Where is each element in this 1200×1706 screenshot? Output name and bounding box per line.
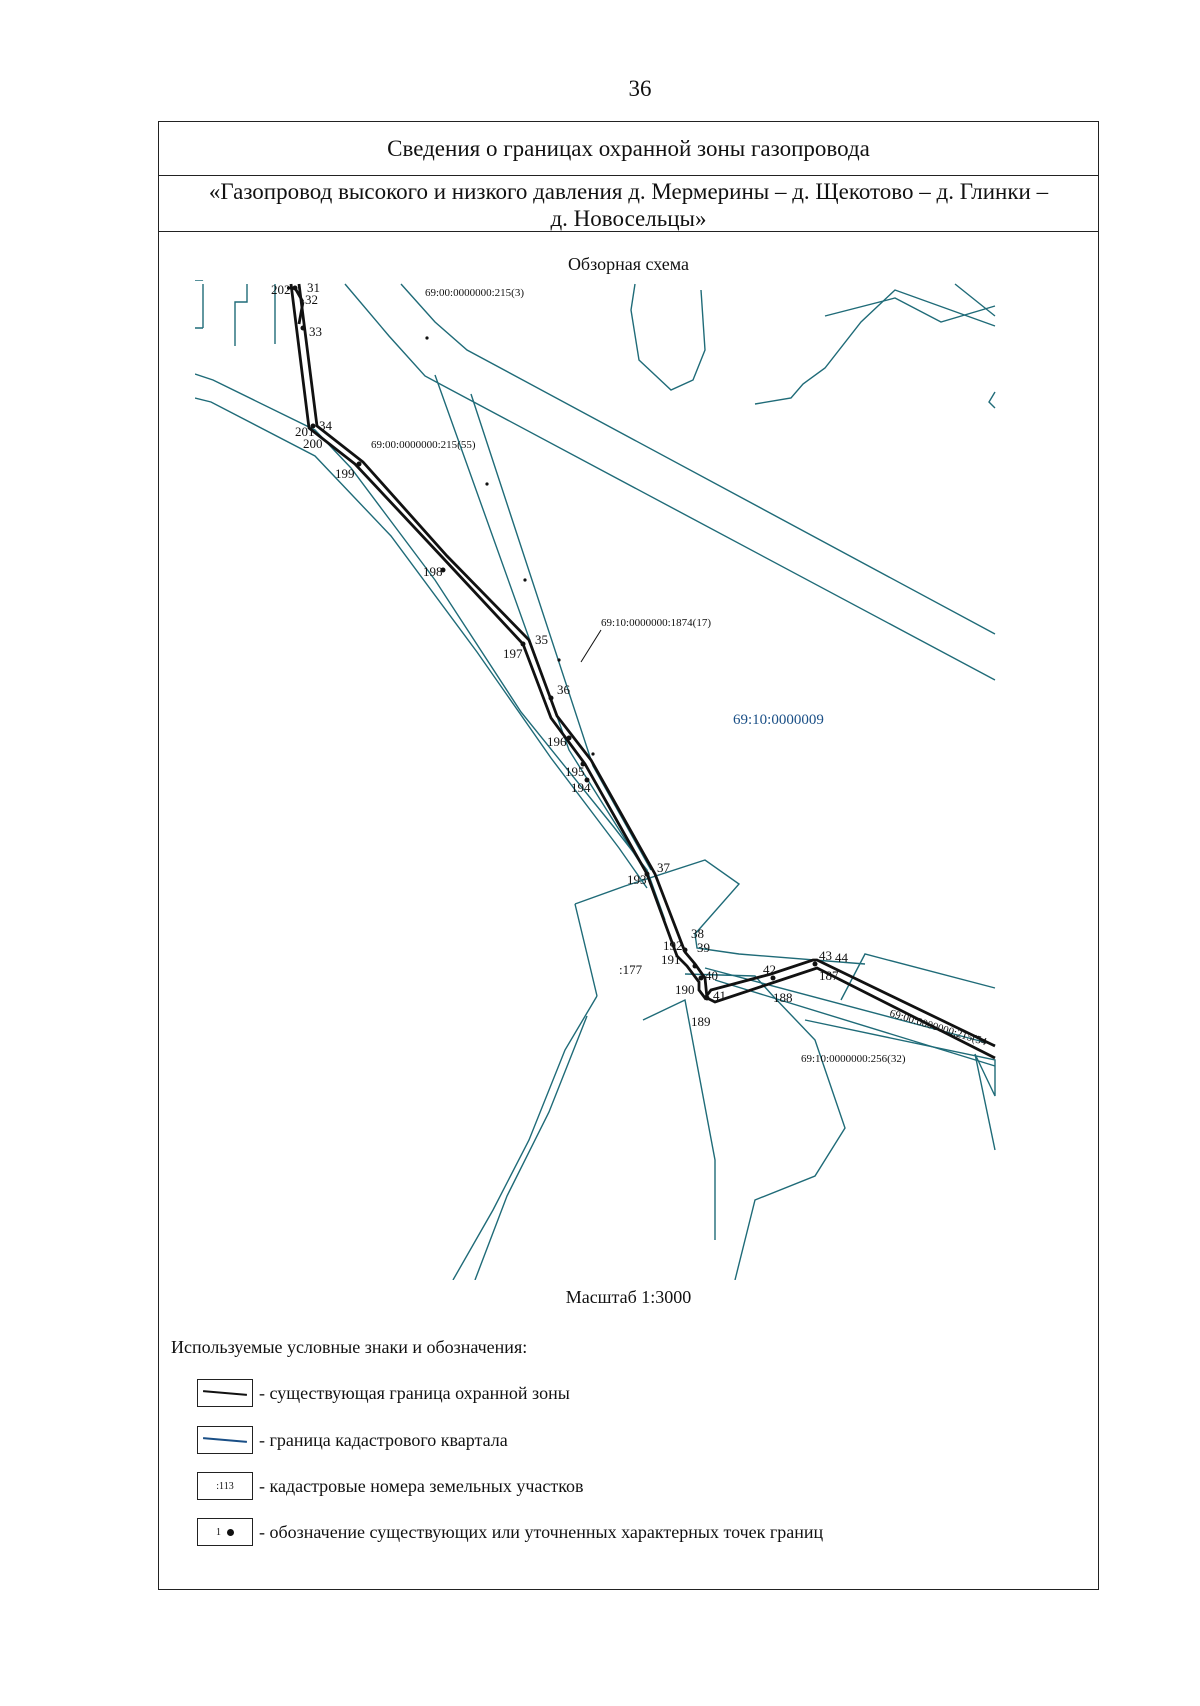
legend-sample: :113	[216, 1480, 234, 1492]
legend-title: Используемые условные знаки и обозначения:	[171, 1337, 528, 1357]
point-label: 189	[691, 1014, 711, 1029]
legend-item-parcel-numbers	[197, 1472, 584, 1500]
legend-symbol-black-line	[197, 1379, 253, 1407]
point-label: 35	[535, 632, 548, 647]
point-marker	[567, 736, 572, 741]
point-label: 202	[271, 282, 291, 297]
point-dot-icon	[227, 1529, 234, 1536]
point-label: 44	[835, 950, 848, 965]
parcel-line	[955, 284, 995, 408]
parcel-label: 69:10:0000000:256(32)	[801, 1053, 906, 1065]
legend-sample: 1	[216, 1526, 221, 1538]
point-label: 192	[663, 938, 683, 953]
point-labels	[271, 280, 849, 1029]
point-label: 34	[319, 418, 332, 433]
object-name-line-2: д. Новосельцы»	[550, 206, 707, 231]
page-number: 36	[628, 76, 652, 101]
document-title: Сведения о границах охранной зоны газопровода	[159, 122, 1098, 176]
point-label: 200	[303, 436, 323, 451]
legend-item-quarter-boundary	[197, 1426, 508, 1454]
point-label: 197	[503, 646, 523, 661]
point-marker	[813, 962, 818, 967]
zone-boundary-line	[291, 284, 995, 1049]
point-marker	[357, 462, 362, 467]
point-label: 201	[295, 424, 315, 439]
point-label: 193	[627, 872, 647, 887]
legend-symbol-parcel-number	[197, 1472, 253, 1500]
point-label: 195	[565, 764, 585, 779]
point-marker	[293, 286, 298, 291]
parcel-line	[195, 284, 275, 346]
point-label: 187	[819, 968, 839, 983]
document-frame	[158, 121, 1099, 1590]
boundary-points	[293, 286, 818, 1001]
object-name-line-1: «Газопровод высокого и низкого давления д. Мермерины – д. Щекотово – д. Глинки –	[208, 179, 1049, 204]
point-label: 38	[691, 926, 704, 941]
point-label: 36	[557, 682, 570, 697]
point-label: 39	[697, 940, 710, 955]
point-marker	[699, 976, 704, 981]
parcel-line	[195, 374, 665, 920]
point-marker	[557, 658, 560, 661]
legend-symbol-blue-line	[197, 1426, 253, 1454]
parcel-label: 69:00:0000000:215(3)	[425, 287, 524, 299]
object-name	[159, 175, 1098, 232]
legend-text: - граница кадастрового квартала	[259, 1429, 508, 1450]
parcel-line	[755, 290, 995, 404]
point-label: 33	[309, 324, 322, 339]
legend-text: - кадастровые номера земельных участков	[259, 1475, 584, 1496]
point-marker	[523, 578, 526, 581]
protection-zone-boundary	[287, 284, 995, 1058]
parcel-line	[195, 398, 647, 888]
point-marker	[705, 996, 710, 1001]
parcel-label: 69:10:0000000:1874(17)	[601, 617, 711, 629]
parcel-line	[471, 394, 651, 870]
scheme-title: Обзорная схема	[567, 254, 690, 274]
point-marker	[485, 482, 488, 485]
point-label: 188	[773, 990, 793, 1005]
parcel-label: 69:00:0000000:215(54	[888, 1007, 989, 1049]
parcel-line	[643, 1000, 715, 1240]
legend-text: - обозначение существующих или уточненных характерных точек границ	[259, 1521, 824, 1542]
parcel-line	[453, 996, 597, 1280]
legend-item-points	[197, 1518, 823, 1546]
point-marker	[549, 696, 554, 701]
point-label: 40	[705, 968, 718, 983]
zone-boundary-line	[299, 284, 995, 1058]
point-label: 199	[335, 466, 355, 481]
parcel-line	[401, 284, 995, 634]
parcel-line	[631, 284, 705, 390]
point-marker	[591, 752, 594, 755]
point-label: 41	[713, 988, 726, 1003]
point-marker	[301, 326, 306, 331]
parcel-line	[475, 1016, 587, 1280]
parcel-label-leader	[581, 630, 601, 662]
parcel-line	[825, 298, 995, 322]
point-label: 31	[307, 280, 320, 295]
point-marker	[425, 336, 428, 339]
quarter-label: 69:10:0000009	[733, 712, 824, 728]
point-marker	[693, 964, 698, 969]
parcel-label: :177	[619, 962, 643, 977]
map-scale: Масштаб 1:3000	[565, 1287, 692, 1307]
point-label: 196	[547, 734, 567, 749]
point-label: 32	[305, 292, 318, 307]
legend-text: - существующая граница охранной зоны	[259, 1382, 570, 1403]
overview-map	[195, 280, 1065, 1280]
legend-item-zone-boundary	[197, 1379, 570, 1407]
point-label: 37	[657, 860, 670, 875]
point-label: 198	[423, 564, 443, 579]
parcel-label: 69:00:0000000:215(55)	[371, 439, 476, 451]
point-label: 43	[819, 948, 832, 963]
legend-symbol-point	[197, 1518, 253, 1546]
parcel-line	[575, 904, 597, 996]
point-label: 42	[763, 962, 776, 977]
point-label: 191	[661, 952, 681, 967]
point-label: 190	[675, 982, 695, 997]
point-label: 194	[571, 780, 591, 795]
point-marker	[683, 948, 688, 953]
